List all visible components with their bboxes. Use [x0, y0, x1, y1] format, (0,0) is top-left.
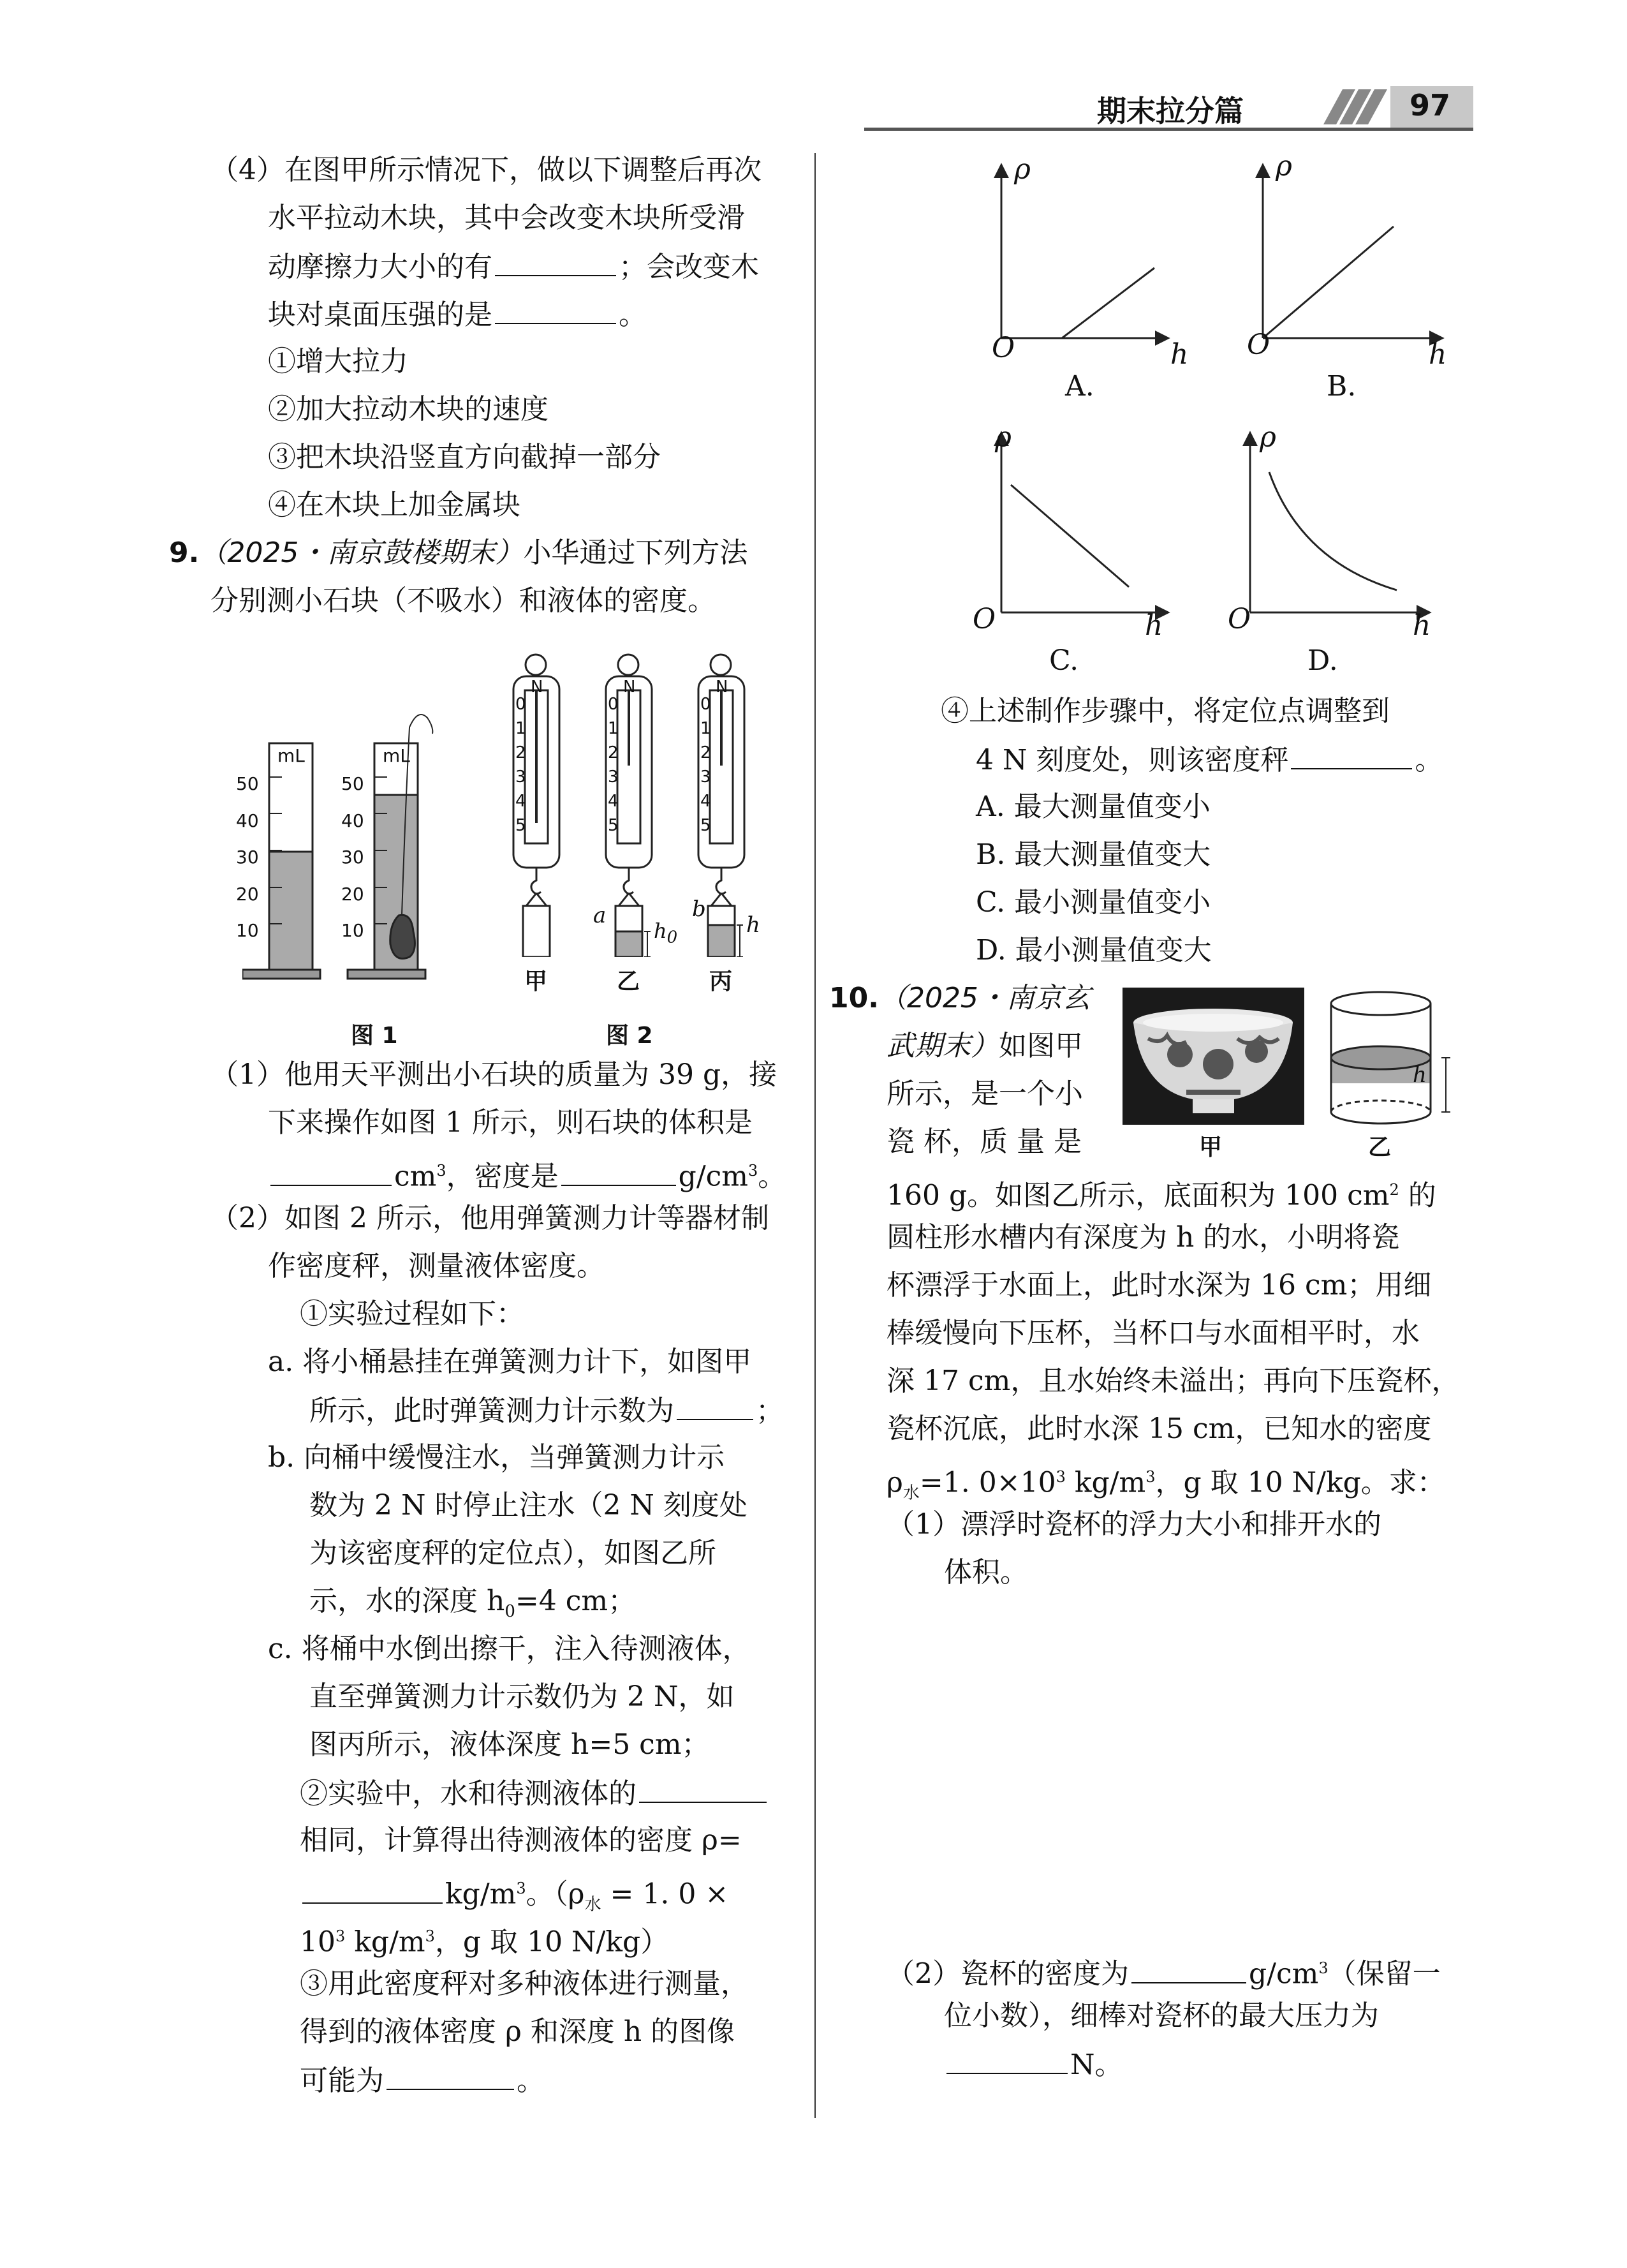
graph-d-y: ρ	[1260, 421, 1276, 454]
q9-b-line1: b. 向桶中缓慢注水，当弹簧测力计示	[268, 1441, 725, 1474]
graphs-abcd	[969, 153, 1454, 663]
answer-blank[interactable]	[561, 1157, 676, 1186]
answer-blank[interactable]	[1131, 1954, 1246, 1983]
q9-step2-line3: $kg/m^3$。（$\rho_水 = 1$. 0 ×	[300, 1869, 728, 1923]
cylinder-2-unit: mL	[383, 745, 410, 766]
q10-line1: 10.（2025・南京玄	[829, 982, 1091, 1014]
q9-p2-line2: 作密度秤，测量液体密度。	[268, 1250, 605, 1282]
step4-line2: 4 N 刻度处，则该密度秤 。	[976, 740, 1443, 780]
q10-line3: 所示，是一个小	[887, 1078, 1083, 1110]
graph-a-label: A.	[1065, 370, 1094, 403]
q10-p2-line3: N。	[944, 2045, 1123, 2084]
q10-line2: 武期末）如图甲	[887, 1030, 1083, 1062]
graph-b-y: ρ	[1276, 150, 1292, 182]
graph-a-origin: O	[992, 332, 1015, 364]
answer-blank[interactable]	[946, 2045, 1068, 2074]
q9-a-line1: a. 将小桶悬挂在弹簧测力计下，如图甲	[268, 1345, 752, 1378]
q10-p2-line2: 位小数），细棒对瓷杯的最大压力为	[944, 1999, 1379, 2032]
graph-c-label: C.	[1049, 644, 1079, 677]
graph-c-x: h	[1145, 609, 1163, 642]
q8-part4-line2: 水平拉动木块，其中会改变木块所受滑	[268, 202, 745, 234]
q9-step2-line4: $10^3$ $kg/m^3$，g 取 10 N/kg）	[300, 1925, 669, 1959]
q9-p1-line1: （1）他用天平测出小石块的质量为 39 g，接	[210, 1058, 777, 1091]
q9-c-line3: 图丙所示，液体深度 h=5 cm；	[309, 1728, 710, 1761]
q9-a-line2: 所示，此时弹簧测力计示数为 ；	[309, 1391, 784, 1430]
fig-label-yi: 乙	[1368, 1134, 1392, 1160]
q10-body-line5: 深 17 cm，且水始终未溢出；再向下压瓷杯，	[887, 1365, 1460, 1397]
q9-step3-line2: 得到的液体密度 ρ 和深度 h 的图像	[300, 2015, 735, 2048]
graph-d-origin: O	[1228, 603, 1251, 635]
q8-option: ①增大拉力	[268, 345, 408, 378]
answer-blank[interactable]	[302, 1874, 443, 1904]
page-number: 97	[1410, 88, 1451, 122]
graph-d-x: h	[1413, 609, 1431, 642]
q10-line4: 瓷 杯，质 量 是	[887, 1125, 1082, 1158]
fig-label-jia: 甲	[1199, 1134, 1223, 1160]
scale-1-numbers: 0 1 2 3 4 5	[515, 695, 526, 835]
scale-3-numbers: 0 1 2 3 4 5	[700, 695, 711, 835]
graph-b-origin: O	[1247, 329, 1270, 361]
header-stripes-icon	[1320, 86, 1390, 128]
label-a: a	[593, 903, 607, 928]
q8-part4-line1: （4）在图甲所示情况下，做以下调整后再次	[210, 154, 762, 186]
q9-step2-line2: 相同，计算得出待测液体的密度 ρ=	[300, 1824, 742, 1857]
q9-p1-line2: 下来操作如图 1 所示，则石块的体积是	[268, 1106, 753, 1139]
answer-blank[interactable]	[677, 1391, 753, 1420]
answer-blank[interactable]	[495, 295, 616, 324]
answer-blank[interactable]	[495, 247, 616, 276]
label-h0: $h_0$	[654, 919, 678, 947]
column-divider	[814, 153, 816, 2118]
q10-p1-line1: （1）漂浮时瓷杯的浮力大小和排开水的	[887, 1508, 1381, 1541]
header-section-title: 期末拉分篇	[1097, 94, 1244, 128]
q10-number: 10.	[829, 982, 879, 1014]
q9-stem-line1: 9.（2025・南京鼓楼期末）小华通过下列方法	[169, 537, 748, 569]
q8-part4-line3: 动摩擦力大小的有 ；会改变木	[268, 247, 759, 286]
bowl-photo	[1123, 988, 1304, 1125]
water-tank-diagram	[1320, 988, 1473, 1128]
cylinder-1-unit: mL	[277, 745, 305, 766]
q9-c-line2: 直至弹簧测力计示数仍为 2 N，如	[309, 1680, 735, 1713]
q9-p2-line1: （2）如图 2 所示，他用弹簧测力计等器材制	[210, 1202, 769, 1234]
q8-option: ③把木块沿竖直方向截掉一部分	[268, 441, 661, 473]
figure-1-caption: 图 1	[351, 1023, 398, 1049]
q9-step1: ①实验过程如下：	[300, 1298, 524, 1330]
graph-a-y: ρ	[1014, 153, 1031, 186]
scale-label-bing: 丙	[709, 968, 733, 995]
tank-h-label: h	[1413, 1062, 1427, 1088]
q10-p1-line2: 体积。	[944, 1556, 1028, 1589]
answer-blank[interactable]	[387, 2061, 514, 2090]
scale-label-yi: 乙	[617, 968, 640, 995]
q8-option: ④在木块上加金属块	[268, 489, 520, 521]
answer-blank[interactable]	[639, 1774, 767, 1803]
answer-blank[interactable]	[1291, 740, 1412, 769]
q9-b-line3: 为该密度秤的定位点），如图乙所	[309, 1537, 716, 1569]
q9-source: （2025・南京鼓楼期末）	[199, 537, 524, 569]
q10-body-line6: 瓷杯沉底，此时水深 15 cm，已知水的密度	[887, 1412, 1432, 1445]
graph-c-origin: O	[973, 603, 996, 635]
label-b: b	[692, 896, 706, 922]
q10-body-line2: 圆柱形水槽内有深度为 h 的水，小明将瓷	[887, 1221, 1400, 1254]
q10-body-line1: 160 g。如图乙所示，底面积为 100 $cm^2$ 的	[887, 1179, 1436, 1212]
step4-line1: ④上述制作步骤中，将定位点调整到	[941, 695, 1390, 727]
q10-body-line7: $\rho_水=1$. $0\times 10^3$ $kg/m^3$，g 取 10 N/kg。求：	[887, 1466, 1445, 1503]
figure-2-caption: 图 2	[606, 1023, 653, 1049]
step4-option-a: A. 最大测量值变小	[976, 790, 1211, 823]
cylinder-2-scale: 50 40 30 20 10	[341, 773, 364, 941]
q9-p1-line3: $cm^3$，密度是 $g/cm^3$。	[268, 1152, 786, 1196]
scale-2-numbers: 0 1 2 3 4 5	[608, 695, 619, 835]
step4-option-d: D. 最小测量值变大	[976, 934, 1212, 967]
scale-2-unit: N	[623, 678, 636, 697]
q9-c-line1: c. 将桶中水倒出擦干，注入待测液体，	[268, 1633, 751, 1665]
q10-body-line3: 杯漂浮于水面上，此时水深为 16 cm；用细	[887, 1269, 1432, 1301]
graph-d-label: D.	[1307, 644, 1338, 677]
scale-3-unit: N	[716, 678, 728, 697]
q10-body-line4: 棒缓慢向下压杯，当杯口与水面相平时，水	[887, 1317, 1420, 1349]
q9-step3-line3: 可能为 。	[300, 2061, 545, 2100]
q9-step2-line1: ②实验中，水和待测液体的	[300, 1774, 769, 1813]
answer-blank[interactable]	[270, 1157, 392, 1186]
q10-p2-line1: （2）瓷杯的密度为 $g/cm^3$（保留一	[887, 1949, 1441, 1994]
graph-c-y: ρ	[995, 421, 1012, 454]
graph-b-x: h	[1429, 338, 1447, 371]
label-h: h	[746, 912, 760, 938]
graph-a-x: h	[1170, 338, 1189, 371]
q9-stem-line2: 分别测小石块（不吸水）和液体的密度。	[210, 584, 716, 617]
bowl-icon	[1123, 988, 1304, 1125]
q9-step3-line1: ③用此密度秤对多种液体进行测量，	[300, 1968, 749, 2000]
figure-2-spring-scales	[504, 651, 772, 957]
graph-b-label: B.	[1327, 370, 1357, 403]
q8-part4-line4: 块对桌面压强的是 。	[268, 295, 647, 334]
q9-number: 9.	[169, 537, 200, 569]
scale-label-jia: 甲	[524, 968, 548, 995]
step4-option-c: C. 最小测量值变小	[976, 886, 1211, 919]
step4-option-b: B. 最大测量值变大	[976, 838, 1211, 871]
q8-option: ②加大拉动木块的速度	[268, 393, 548, 426]
q9-b-line2: 数为 2 N 时停止注水（2 N 刻度处	[309, 1489, 747, 1522]
q9-b-line4: 示，水的深度 $h_0=4$ cm；	[309, 1585, 637, 1621]
scale-1-unit: N	[531, 678, 543, 697]
cylinder-1-scale: 50 40 30 20 10	[236, 773, 259, 941]
